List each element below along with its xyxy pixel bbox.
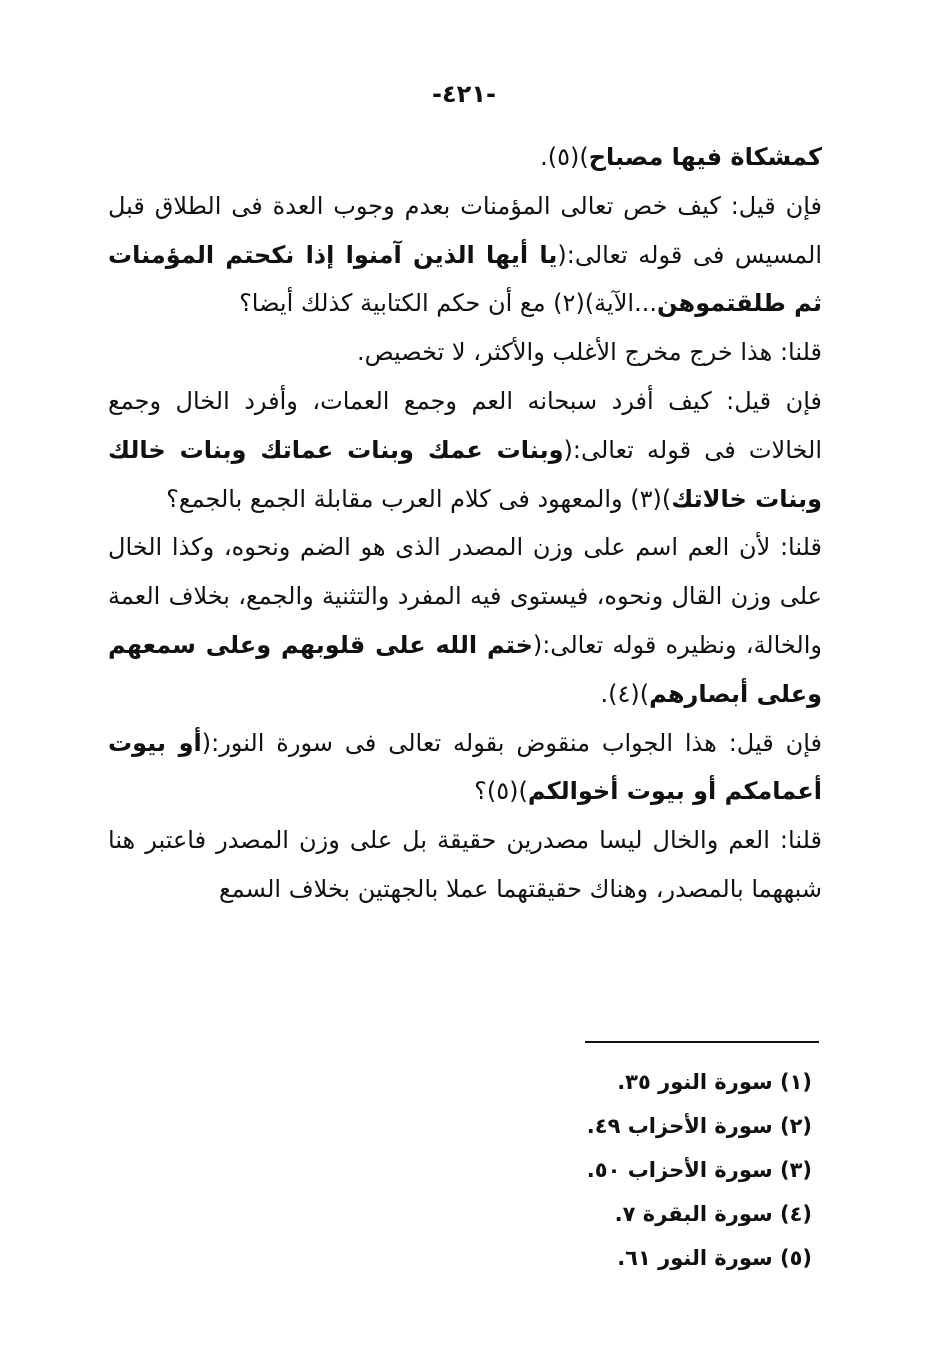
text-segment: )(٥)؟: [474, 777, 528, 806]
paragraph: [108, 328, 822, 377]
footnote: (٣) سورة الأحزاب ٥٠.: [586, 1158, 812, 1182]
quran-quote: وبنات عمك وبنات عماتك وبنات خالك وبنات خالاتك: [108, 435, 822, 513]
footnote-separator: [585, 1041, 819, 1043]
text-segment: فإن قيل: كيف أفرد سبحانه العم وجمع العمات، وأفرد الخال وجمع الخالات فى قوله تعالى:(: [108, 386, 822, 464]
footnote: (٥) سورة النور ٦١.: [617, 1246, 812, 1270]
quran-quote: ختم الله على قلوبهم وعلى سمعهم وعلى أبصارهم: [108, 630, 822, 708]
quran-quote: أو بيوت أعمامكم أو بيوت أخوالكم: [108, 728, 822, 806]
body-text: [108, 133, 822, 914]
text-segment: قلنا: لأن العم اسم على وزن المصدر الذى هو الضم ونحوه، وكذا الخال على وزن القال ونحوه، فيستوى فيه المفرد والتثنية والجمع، بخلاف العمة والخالة، ونظيره قوله تعالى:(: [108, 533, 822, 659]
paragraph: [108, 523, 822, 718]
text-segment: فإن قيل: هذا الجواب منقوض بقوله تعالى فى سورة النور:(: [201, 728, 822, 757]
text-segment: ...الآية)(٢) مع أن حكم الكتابية كذلك أيضا؟: [239, 289, 657, 318]
text-segment: قلنا: العم والخال ليسا مصدرين حقيقة بل على وزن المصدر فاعتبر هنا شبههما بالمصدر، وهناك حقيقتهما عملا بالجهتين بخلاف السمع: [108, 826, 822, 903]
text-segment: )(٥).: [540, 143, 589, 171]
text-segment: )(٣) والمعهود فى كلام العرب مقابلة الجمع بالجمع؟: [166, 484, 672, 513]
text-segment: )(٤).: [600, 679, 650, 708]
quran-quote: كمشكاة فيها مصباح: [588, 143, 822, 171]
text-segment: فإن قيل: كيف خص تعالى المؤمنات بعدم وجوب العدة فى الطلاق قبل المسيس فى قوله تعالى:(: [108, 191, 822, 269]
quran-quote: يا أيها الذين آمنوا إذا نكحتم المؤمنات ثم طلقتموهن: [108, 240, 822, 318]
text-segment: قلنا: هذا خرج مخرج الأغلب والأكثر، لا تخصيص.: [357, 338, 822, 367]
paragraph: [108, 719, 822, 817]
footnote: (٢) سورة الأحزاب ٤٩.: [586, 1114, 812, 1138]
paragraph: [108, 377, 822, 523]
footnote: (٤) سورة البقرة ٧.: [614, 1202, 812, 1226]
footnote: (١) سورة النور ٣٥.: [617, 1070, 812, 1094]
paragraph: [108, 133, 822, 182]
footnotes: [400, 1060, 812, 1280]
paragraph: [108, 816, 822, 914]
page-number: -٤٢١-: [432, 80, 496, 108]
paragraph: [108, 182, 822, 328]
